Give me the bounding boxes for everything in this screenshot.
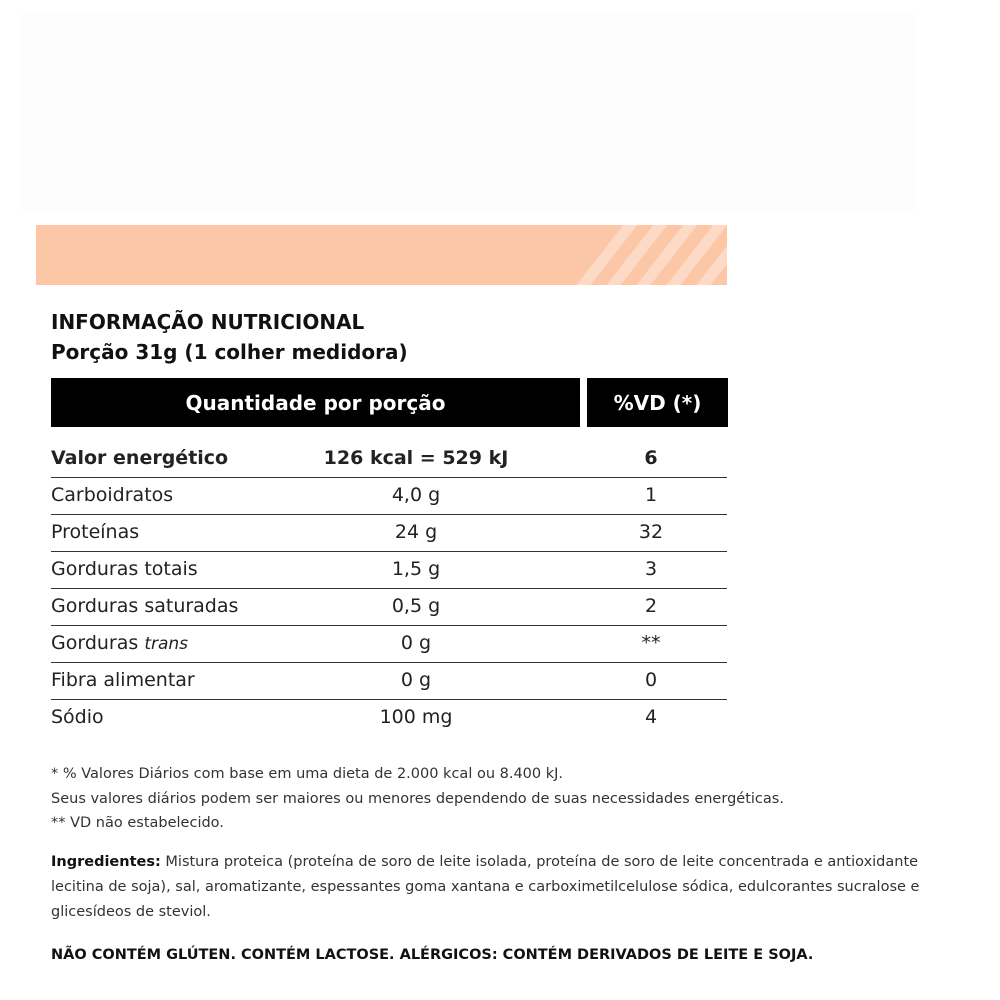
nutrient-name: Gorduras totais [51, 558, 198, 580]
nutrient-quantity: 0,5 g [391, 595, 441, 617]
header-quantity: Quantidade por porção [51, 378, 580, 427]
nutrient-name: Sódio [51, 706, 104, 728]
nutrient-quantity: 24 g [394, 521, 438, 543]
nutrient-name: Carboidratos [51, 484, 174, 506]
footnote-needs: Seus valores diários podem ser maiores ou menores dependendo de suas necessidades energéticas. [51, 790, 784, 807]
header-daily-value: %VD (*) [587, 378, 728, 427]
nutrient-dv: 6 [644, 447, 658, 469]
table-row [51, 515, 727, 552]
ingredients [51, 850, 931, 925]
footnote-not-established: ** VD não estabelecido. [51, 815, 224, 831]
table-row [51, 700, 727, 737]
serving-size: Porção 31g (1 colher medidora) [51, 340, 408, 364]
nutrient-dv: 3 [644, 558, 658, 580]
table-row [51, 552, 727, 589]
nutrient-name: Fibra alimentar [51, 669, 195, 691]
nutrient-name: Gorduras trans [51, 632, 189, 654]
allergen-warning: NÃO CONTÉM GLÚTEN. CONTÉM LACTOSE. ALÉRGICOS: CONTÉM DERIVADOS DE LEITE E SOJA. [51, 947, 814, 963]
ingredients-text: Mistura proteica (proteína de soro de leite isolada, proteína de soro de leite concentrada e antioxidante lecitina de soja), sal, aromatizante, espessantes goma xantana e carboximetilcelulose sódica, edulcorantes sucralose e glicesídeos de steviol. [51, 854, 920, 920]
ingredients-label: Ingredientes: [51, 854, 161, 870]
product-image-area [20, 12, 915, 210]
nutrient-quantity: 126 kcal = 529 kJ [323, 447, 509, 469]
table-row [51, 626, 727, 663]
nutrient-dv: 32 [638, 521, 664, 543]
nutrient-quantity: 4,0 g [391, 484, 441, 506]
footnotes [51, 762, 784, 836]
footnote-dv: * % Valores Diários com base em uma dieta de 2.000 kcal ou 8.400 kJ. [51, 766, 564, 782]
table-row [51, 441, 727, 478]
nutrient-quantity: 0 g [400, 669, 432, 691]
nutrient-quantity: 1,5 g [391, 558, 441, 580]
nutrient-dv: 4 [644, 706, 658, 728]
nutrient-dv: 1 [644, 484, 658, 506]
nutrient-name: Proteínas [51, 521, 140, 543]
nutrient-dv: ** [641, 632, 661, 654]
table-row [51, 663, 727, 700]
title-heading: INFORMAÇÃO NUTRICIONAL [51, 310, 365, 334]
decorative-banner [36, 225, 727, 285]
nutrition-title [51, 307, 408, 367]
table-row [51, 478, 727, 515]
nutrient-quantity: 100 mg [379, 706, 453, 728]
nutrient-dv: 0 [644, 669, 658, 691]
table-row [51, 589, 727, 626]
nutrient-name: Valor energético [51, 447, 229, 469]
nutrient-quantity: 0 g [400, 632, 432, 654]
nutrient-dv: 2 [644, 595, 658, 617]
nutrient-name: Gorduras saturadas [51, 595, 239, 617]
